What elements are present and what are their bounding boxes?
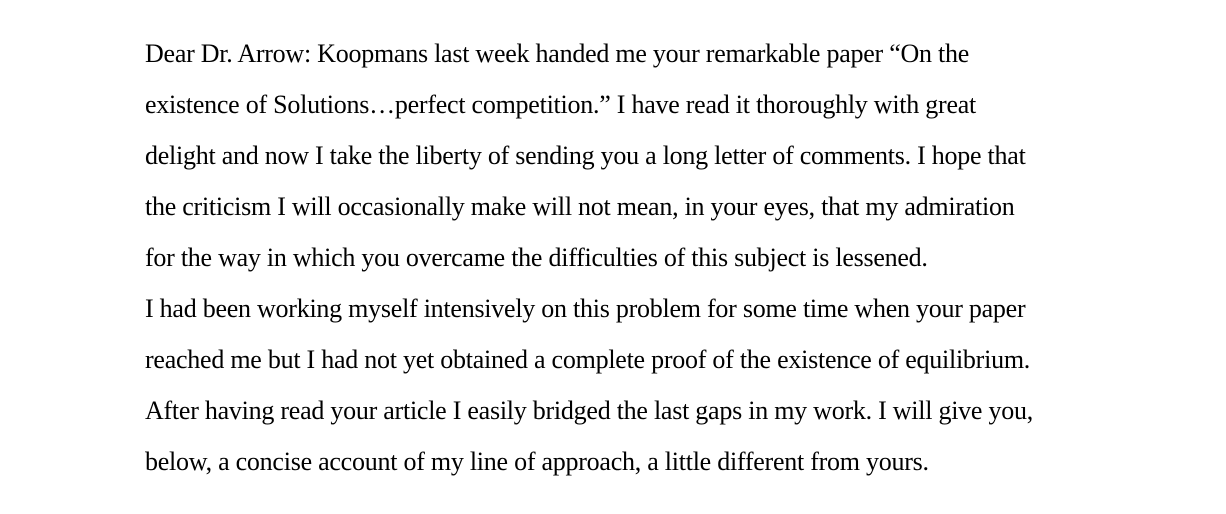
paragraph-2: [145, 283, 1033, 487]
text-line: delight and now I take the liberty of sending you a long letter of comments. I hope that: [145, 141, 1026, 170]
text-line: Dear Dr. Arrow: Koopmans last week handed me your remarkable paper “On the: [145, 39, 970, 68]
text-line: reached me but I had not yet obtained a complete proof of the existence of equilibrium.: [145, 345, 1031, 374]
text-line: the criticism I will occasionally make will not mean, in your eyes, that my admiration: [145, 192, 1015, 221]
paragraph-1: [145, 28, 1033, 283]
letter-body: [145, 28, 1033, 487]
text-line: for the way in which you overcame the difficulties of this subject is lessened.: [145, 243, 928, 272]
text-line: below, a concise account of my line of approach, a little different from yours.: [145, 447, 929, 476]
text-line: existence of Solutions…perfect competition.” I have read it thoroughly with great: [145, 90, 976, 119]
text-line: After having read your article I easily bridged the last gaps in my work. I will give you,: [145, 396, 1033, 425]
text-line: I had been working myself intensively on this problem for some time when your paper: [145, 294, 1026, 323]
